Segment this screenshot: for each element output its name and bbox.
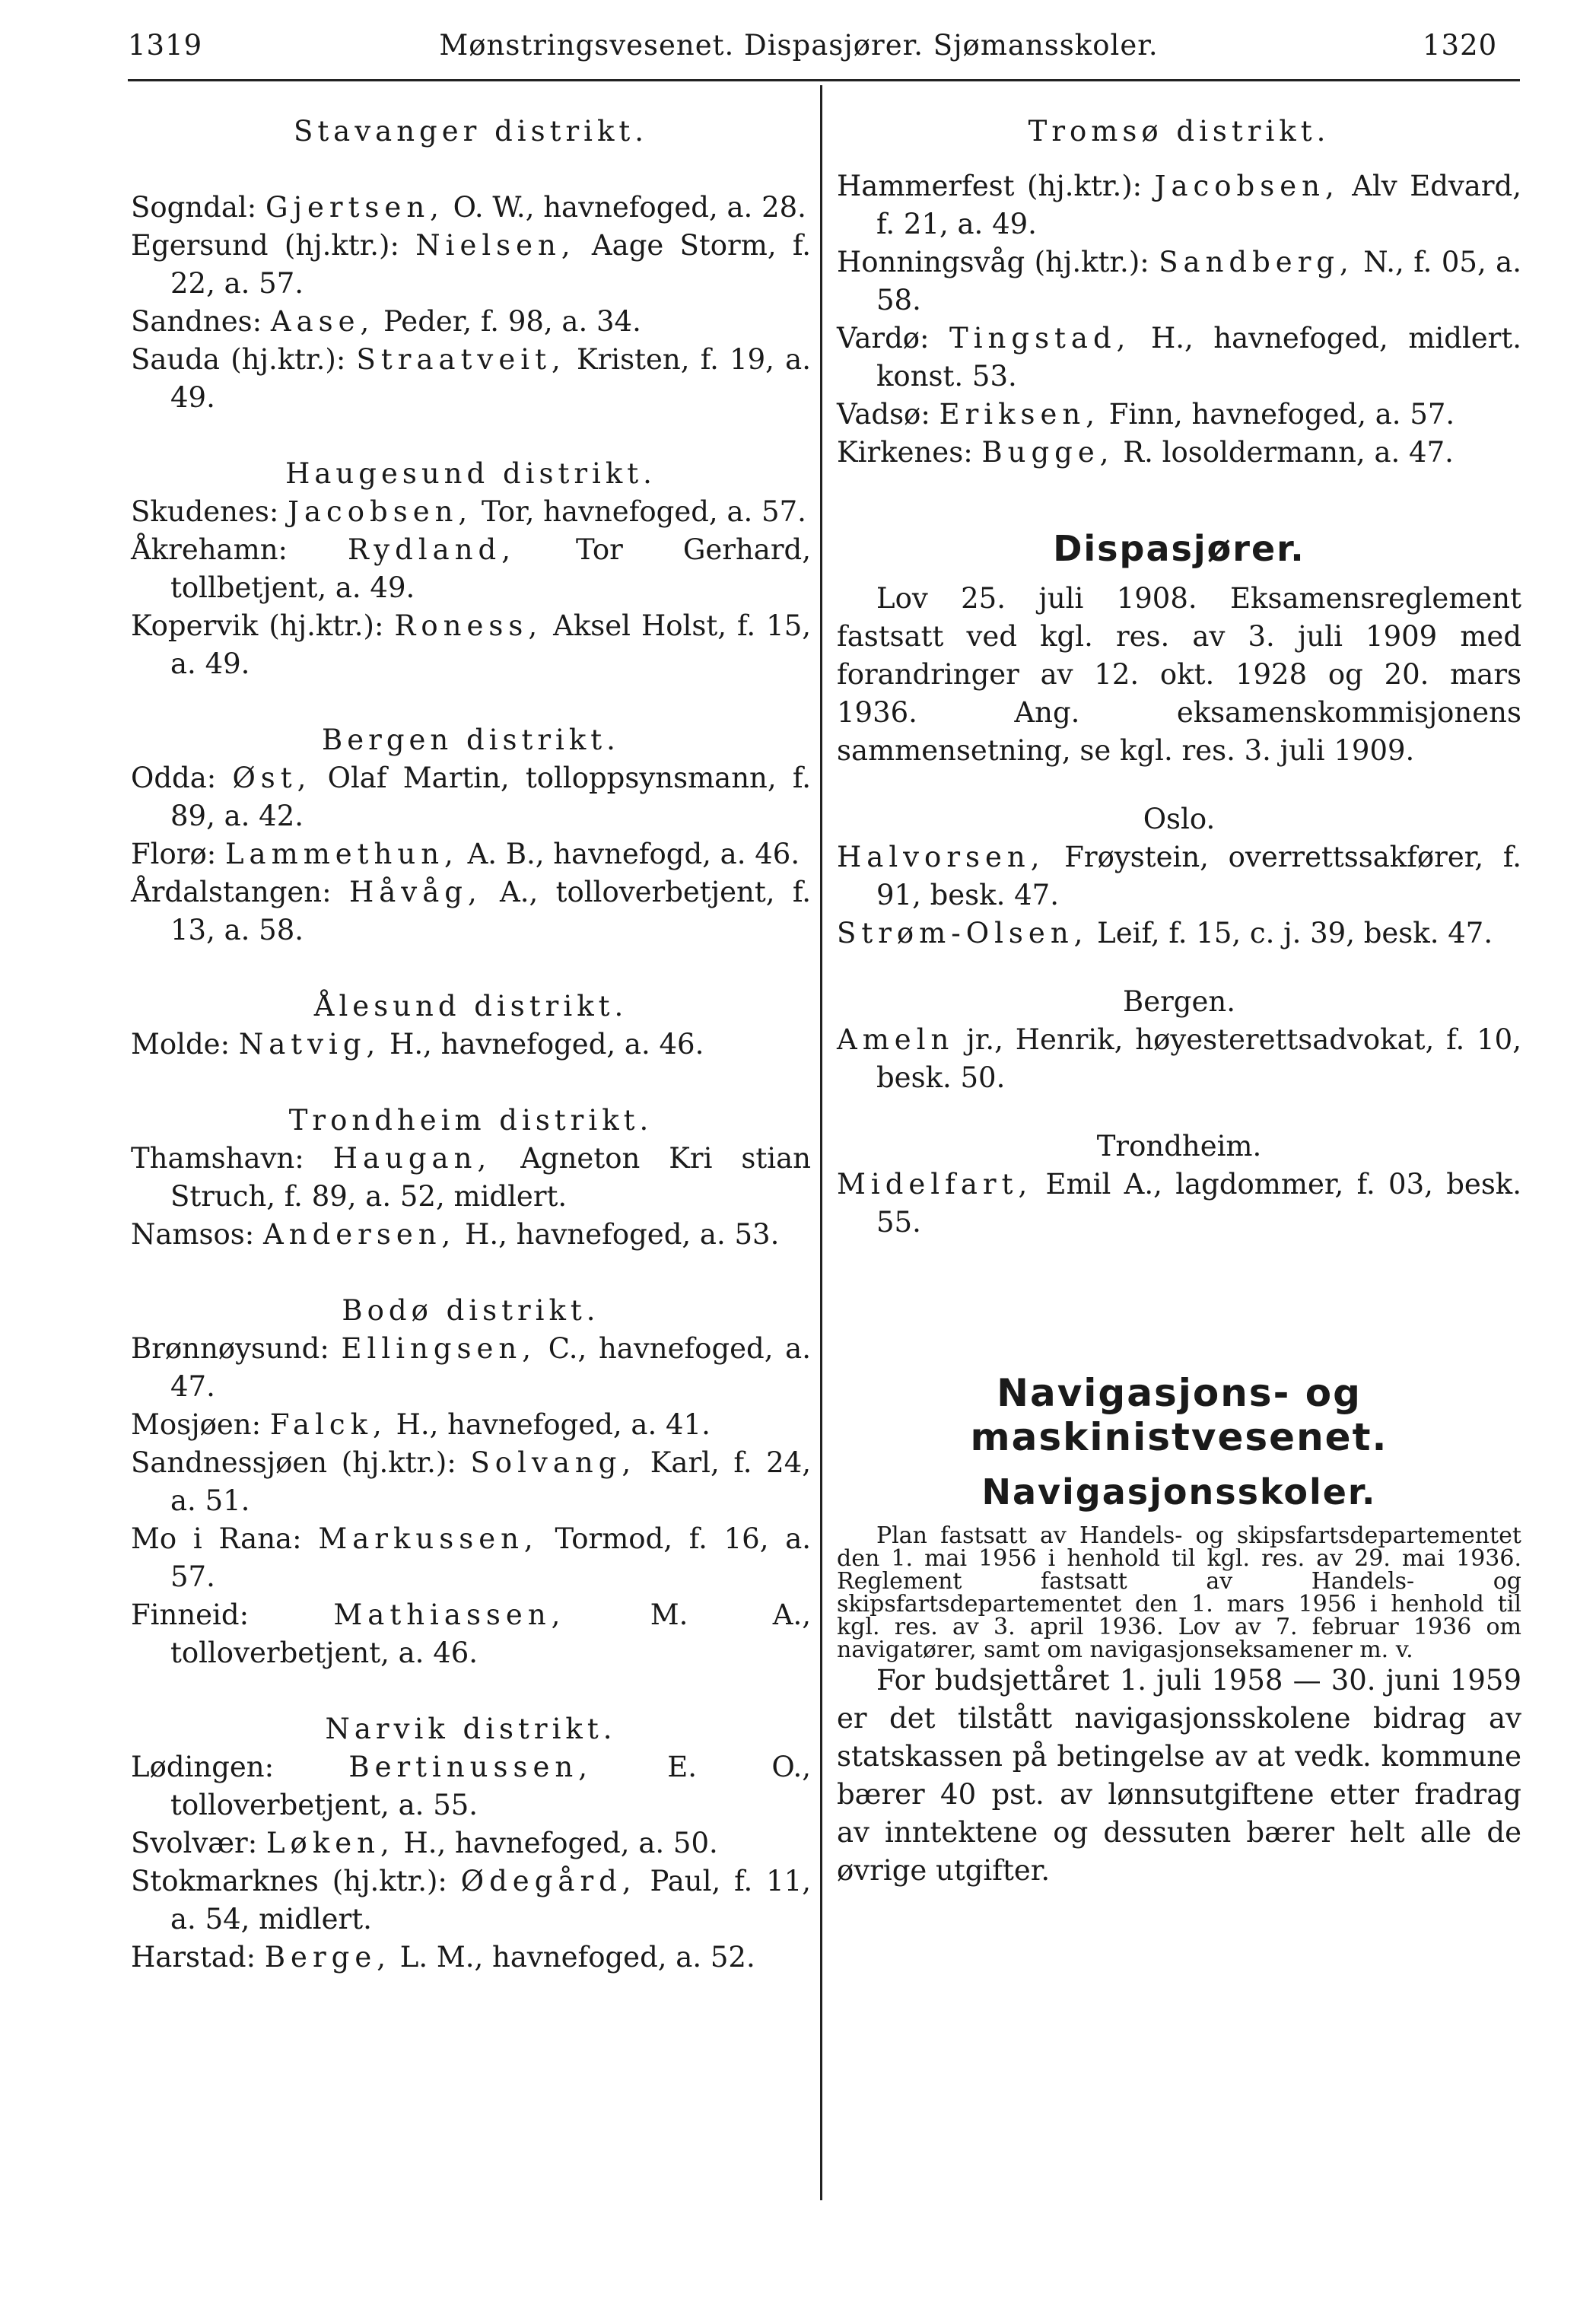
entry-details: A. B., havnefogd, a. 46. bbox=[458, 838, 800, 870]
entry-place: Årdalstangen: bbox=[131, 876, 332, 908]
entry bbox=[131, 1748, 811, 1824]
entry-name: Nielsen, bbox=[415, 229, 576, 262]
entry-name: Ameln bbox=[837, 1023, 955, 1056]
entry bbox=[131, 1824, 811, 1862]
entry-place: Åkrehamn: bbox=[131, 533, 288, 566]
district-heading: Trondheim distrikt. bbox=[288, 1104, 653, 1137]
entry-details: Olaf Martin, tolloppsynsmann, f. 89, a. 42. bbox=[170, 762, 811, 832]
entry-name: Straatveit, bbox=[356, 343, 566, 376]
entry bbox=[131, 1330, 811, 1406]
entry-name: Roness, bbox=[394, 609, 543, 642]
entry-name: Eriksen, bbox=[939, 398, 1101, 431]
entry-details: Karl, f. 24, a. 51. bbox=[170, 1446, 812, 1517]
entry bbox=[131, 1520, 811, 1596]
section-title: Dispasjører. bbox=[1053, 528, 1305, 569]
entry bbox=[131, 1406, 811, 1444]
entry-details: Aksel Holst, f. 15, a. 49. bbox=[170, 609, 812, 680]
section-title: Navigasjons- og maskinistvesenet. bbox=[970, 1371, 1388, 1459]
section-subtitle: Navigasjonsskoler. bbox=[981, 1471, 1377, 1512]
city-heading: Bergen. bbox=[1123, 985, 1235, 1018]
entry bbox=[837, 838, 1521, 914]
city-heading: Oslo. bbox=[1143, 803, 1216, 835]
entry bbox=[131, 189, 811, 227]
entry-details: Agneton Kri stian Struch, f. 89, a. 52, midlert. bbox=[170, 1142, 811, 1213]
district-heading: Bodø distrikt. bbox=[342, 1294, 600, 1327]
entry-name: Midelfart, bbox=[837, 1168, 1033, 1201]
entry-place: Svolvær: bbox=[131, 1827, 258, 1859]
entry-name: Andersen, bbox=[263, 1218, 456, 1251]
entry bbox=[837, 434, 1521, 472]
entry-place: Egersund (hj.ktr.): bbox=[131, 229, 399, 262]
entry-details: Aage Storm, f. 22, a. 57. bbox=[170, 229, 811, 300]
entry-name: Lammethun, bbox=[224, 838, 459, 870]
entry-details: H., havnefoged, a. 53. bbox=[456, 1218, 780, 1251]
entry-place: Sandnessjøen (hj.ktr.): bbox=[131, 1446, 456, 1479]
entry-details: Tor Gerhard, tollbetjent, a. 49. bbox=[170, 533, 811, 604]
plan-paragraph: Plan fastsatt av Handels- og skipsfartsdepartementet den 1. mai 1956 i henhold til kgl. res. av 29. mai 1936. Reglement fastsatt av Handels- og skipsfartsdepartementet den 1. mars 1956 i henhold til kgl. res. av 3. april 1936. Lov av 7. februar 1936 om navigatører, samt om navigasjonseksamener m. v. bbox=[837, 1522, 1521, 1663]
entry-place: Sogndal: bbox=[131, 191, 257, 224]
entry-name: Håvåg, bbox=[348, 876, 482, 908]
entry-place: Thamshavn: bbox=[131, 1142, 304, 1175]
entry-name: Ellingsen, bbox=[341, 1332, 537, 1365]
entry bbox=[131, 1939, 811, 1977]
district-heading: Bergen distrikt. bbox=[322, 724, 620, 756]
entry-place: Vardø: bbox=[837, 322, 930, 355]
page-number-left: 1319 bbox=[128, 29, 203, 62]
intro-paragraph: Lov 25. juli 1908. Eksamensreglement fastsatt ved kgl. res. av 3. juli 1909 med forandringer av 12. okt. 1928 og 20. mars 1936. Ang. eksamenskommisjonens sammensetning, se kgl. res. 3. juli 1909. bbox=[837, 582, 1521, 767]
entry-place: Kirkenes: bbox=[837, 436, 973, 469]
entry-details: O. W., havnefoged, a. 28. bbox=[444, 191, 806, 224]
entry bbox=[131, 759, 811, 835]
entry-details: L. M., havnefoged, a. 52. bbox=[390, 1941, 755, 1974]
entry-place: Molde: bbox=[131, 1028, 230, 1061]
entry-place: Finneid: bbox=[131, 1598, 250, 1631]
left-column bbox=[131, 113, 811, 1977]
entry-name: Tingstad, bbox=[949, 322, 1131, 355]
entry-place: Namsos: bbox=[131, 1218, 255, 1251]
entry-name: Falck, bbox=[269, 1408, 387, 1441]
entry bbox=[837, 1021, 1521, 1097]
entry-name: Strøm-Olsen, bbox=[837, 917, 1089, 949]
entry bbox=[837, 396, 1521, 434]
entry bbox=[131, 1026, 811, 1064]
entry-name: Berge, bbox=[264, 1941, 391, 1974]
entry-details: Peder, f. 98, a. 34. bbox=[374, 305, 641, 338]
entry-place: Vadsø: bbox=[837, 398, 930, 431]
entry-details: M. A., tolloverbetjent, a. 46. bbox=[170, 1598, 811, 1669]
entry-place: Lødingen: bbox=[131, 1751, 275, 1783]
entry bbox=[837, 320, 1521, 396]
entry-details: N., f. 05, a. 58. bbox=[876, 246, 1521, 316]
entry-details: Leif, f. 15, c. j. 39, besk. 47. bbox=[1088, 917, 1493, 949]
entry-details: C., havnefoged, a. 47. bbox=[170, 1332, 811, 1403]
entry bbox=[837, 914, 1521, 953]
entry-details: Kristen, f. 19, a. 49. bbox=[170, 343, 811, 414]
entry-details: Tormod, f. 16, a. 57. bbox=[170, 1522, 812, 1593]
entry-name: Natvig, bbox=[238, 1028, 381, 1061]
entry-name: Haugan, bbox=[332, 1142, 492, 1175]
entry-name: Øst, bbox=[232, 762, 312, 794]
entry-details: Tor, havnefoged, a. 57. bbox=[472, 495, 806, 528]
entry bbox=[131, 835, 811, 873]
entry-name: Sandberg, bbox=[1159, 246, 1354, 278]
entry-place: Skudenes: bbox=[131, 495, 279, 528]
entry-place: Hammerfest (hj.ktr.): bbox=[837, 170, 1143, 202]
entry-details: Finn, havnefoged, a. 57. bbox=[1100, 398, 1455, 431]
entry-place: Kopervik (hj.ktr.): bbox=[131, 609, 384, 642]
entry-details: A., tolloverbetjent, f. 13, a. 58. bbox=[170, 876, 811, 946]
entry-name: Bugge, bbox=[981, 436, 1114, 469]
entry-details: Frøystein, overrettssakfører, f. 91, besk. 47. bbox=[876, 841, 1521, 911]
entry-place: Odda: bbox=[131, 762, 217, 794]
entry bbox=[837, 167, 1521, 243]
entry-name: Gjertsen, bbox=[265, 191, 444, 224]
entry-details: jr., Henrik, høyesterettsadvokat, f. 10, besk. 50. bbox=[876, 1023, 1521, 1094]
budget-paragraph: For budsjettåret 1. juli 1958 — 30. juni 1959 er det tilstått navigasjonsskolene bidrag av statskassen på betingelse av at vedk. kommune bærer 40 pst. av lønnsutgiftene etter fradrag av inntektene og dessuten bærer helt alle de øvrige utgifter. bbox=[837, 1664, 1521, 1887]
entry bbox=[131, 227, 811, 303]
entry-place: Mo i Rana: bbox=[131, 1522, 302, 1555]
entry-name: Jacobsen, bbox=[1154, 170, 1340, 202]
page-number-right: 1320 bbox=[1423, 29, 1498, 62]
entry bbox=[131, 1444, 811, 1520]
entry-details: Paul, f. 11, a. 54, midlert. bbox=[170, 1865, 811, 1936]
entry-name: Bertinussen, bbox=[348, 1751, 593, 1783]
entry-name: Markussen, bbox=[318, 1522, 539, 1555]
entry-name: Ødegård, bbox=[460, 1865, 637, 1897]
district-heading: Narvik distrikt. bbox=[325, 1713, 617, 1745]
entry-place: Brønnøysund: bbox=[131, 1332, 329, 1365]
entry bbox=[131, 607, 811, 683]
entry-details: H., havnefoged, a. 46. bbox=[380, 1028, 704, 1061]
entry bbox=[131, 303, 811, 341]
entry-name: Aase, bbox=[270, 305, 375, 338]
entry bbox=[837, 1166, 1521, 1242]
entry-name: Løken, bbox=[265, 1827, 395, 1859]
entry-place: Stokmarknes (hj.ktr.): bbox=[131, 1865, 447, 1897]
entry bbox=[131, 1216, 811, 1254]
district-heading: Haugesund distrikt. bbox=[285, 457, 657, 490]
entry bbox=[131, 1596, 811, 1672]
entry bbox=[837, 243, 1521, 320]
city-heading: Trondheim. bbox=[1096, 1130, 1262, 1163]
entry bbox=[131, 493, 811, 531]
running-title: Mønstringsvesenet. Dispasjører. Sjømansskoler. bbox=[439, 29, 1159, 62]
entry-name: Mathiassen, bbox=[333, 1598, 566, 1631]
entry-name: Solvang, bbox=[470, 1446, 637, 1479]
entry-name: Halvorsen, bbox=[837, 841, 1045, 873]
entry bbox=[131, 341, 811, 417]
district-heading: Ålesund distrikt. bbox=[313, 990, 628, 1023]
entry-place: Sauda (hj.ktr.): bbox=[131, 343, 346, 376]
entry bbox=[131, 531, 811, 607]
right-column bbox=[837, 113, 1521, 1890]
entry bbox=[131, 1140, 811, 1216]
district-heading: Tromsø distrikt. bbox=[1028, 115, 1331, 148]
entry bbox=[131, 873, 811, 949]
entry bbox=[131, 1862, 811, 1939]
entry-place: Honningsvåg (hj.ktr.): bbox=[837, 246, 1149, 278]
entry-details: E. O., tolloverbetjent, a. 55. bbox=[170, 1751, 812, 1821]
entry-place: Florø: bbox=[131, 838, 217, 870]
column-divider bbox=[820, 85, 822, 2200]
entry-place: Mosjøen: bbox=[131, 1408, 262, 1441]
entry-details: H., havnefoged, a. 50. bbox=[394, 1827, 718, 1859]
entry-name: Rydland, bbox=[348, 533, 516, 566]
header-rule bbox=[128, 79, 1520, 81]
entry-details: H., havnefoged, midlert. konst. 53. bbox=[876, 322, 1521, 393]
entry-name: Jacobsen, bbox=[288, 495, 473, 528]
entry-details: Emil A., lagdommer, f. 03, besk. 55. bbox=[876, 1168, 1521, 1239]
district-heading: Stavanger distrikt. bbox=[293, 115, 649, 148]
entry-place: Harstad: bbox=[131, 1941, 256, 1974]
entry-place: Sandnes: bbox=[131, 305, 262, 338]
entry-details: H., havnefoged, a. 41. bbox=[386, 1408, 711, 1441]
entry-details: Alv Edvard, f. 21, a. 49. bbox=[876, 170, 1522, 240]
entry-details: R. losoldermann, a. 47. bbox=[1114, 436, 1454, 469]
